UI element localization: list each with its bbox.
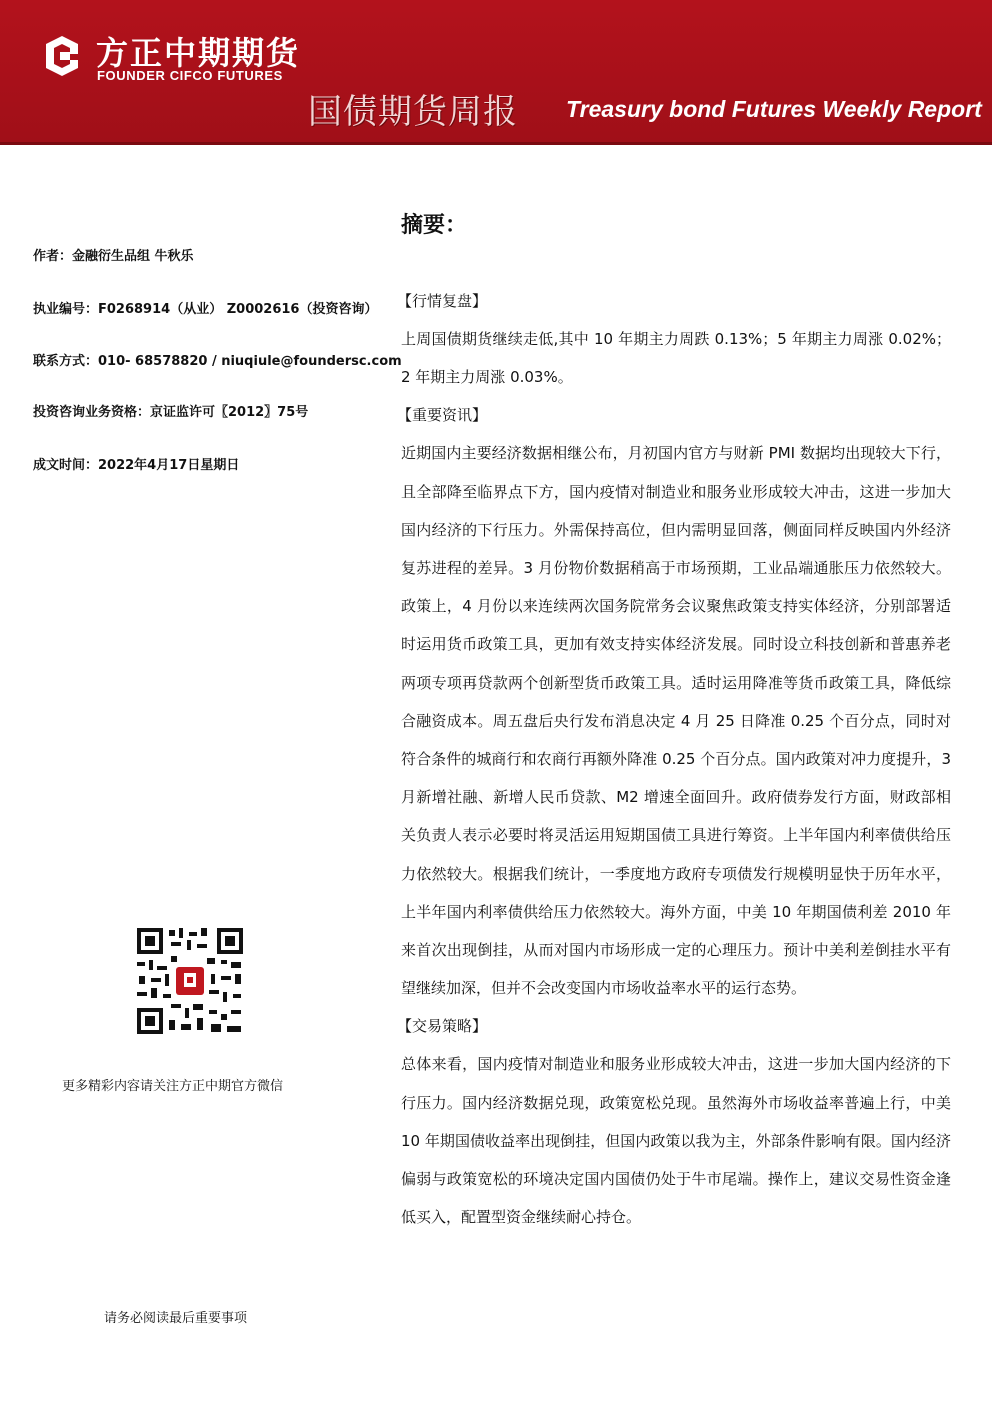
report-title-cn: 国债期货周报 xyxy=(308,92,518,132)
author-line: 作者：金融衍生品组 牛秋乐 xyxy=(33,249,194,264)
section-heading-market-review: 【行情复盘】 xyxy=(397,292,488,310)
qualification-line: 投资咨询业务资格：京证监许可〖2012〗75号 xyxy=(33,405,309,420)
abstract-title: 摘要： xyxy=(401,213,468,238)
section-heading-trading-strategy: 【交易策略】 xyxy=(397,1017,488,1036)
trading-strategy-text: 总体来看，国内疫情对制造业和服务业形成较大冲击，这进一步加大国内经济的下行压力。国内经济数据兑现，政策宽松兑现。虽然海外市场收益率普遍上行，中美 10 年期国债收益率出现倒挂，但国内政策以我为主，外部条件影响有限。国内经济偏弱与政策宽松的环境决定国内国债仍处于牛市尾端。操作上，建议交易性资金逢低买入，配置型资金继续耐心持仓。 xyxy=(401,1055,951,1227)
date-line: 成文时间：2022年4月17日星期日 xyxy=(33,458,240,473)
abstract-section xyxy=(397,210,951,1236)
qr-caption: 更多精彩内容请关注方正中期官方微信 xyxy=(62,1079,284,1094)
report-title-en: Treasury bond Futures Weekly Report xyxy=(566,96,982,122)
brand-name-en: FOUNDER CIFCO FUTURES xyxy=(97,68,283,83)
contact-line: 联系方式：010- 68578820 / niuqiule@foundersc.com xyxy=(33,354,402,369)
founder-logo-icon xyxy=(40,34,84,78)
qr-code-icon[interactable] xyxy=(135,926,245,1036)
footer-note: 请务必阅读最后重要事项 xyxy=(104,1311,248,1326)
section-heading-key-news: 【重要资讯】 xyxy=(397,406,488,425)
report-header xyxy=(0,0,992,145)
key-news-text: 近期国内主要经济数据相继公布，月初国内官方与财新 PMI 数据均出现较大下行，且全部降至临界点下方，国内疫情对制造业和服务业形成较大冲击，这进一步加大国内经济的下行压力。外需保持高位，但内需明显回落，侧面同样反映国内外经济复苏进程的差异。3 月份物价数据稍高于市场预期，工业品端通胀压力依然较大。政策上，4 月份以来连续两次国务院常务会议聚焦政策支持实体经济，分别部署适时运用货币政策工具，更加有效支持实体经济发展。同时设立科技创新和普惠养老两项专项再贷款两个创新型货币政策工具。适时运用降准等货币政策工具，降低综合融资成本。周五盘后央行发布消息决定 4 月 25 日降准 0.25 个百分点，同时对符合条件的城商行和农商行再额外降准 0.25 个百分点。国内政策对冲力度提升，3 月新增社融、新增人民币贷款、M2 增速全面回升。政府债券发行方面，财政部相关负责人表示必要时将灵活运用短期国债工具进行筹资。上半年国内利率债供给压力依然较大。根据我们统计，一季度地方政府专项债发行规模明显快于历年水平，上半年国内利率债供给压力依然较大。海外方面，中美 10 年期国债利差 2010 年来首次出现倒挂，从而对国内市场形成一定的心理压力。预计中美利差倒挂水平有望继续加深，但并不会改变国内市场收益率水平的运行态势。 xyxy=(401,444,951,998)
brand-name-cn: 方正中期期货 xyxy=(96,34,301,72)
license-line: 执业编号：F0268914（从业） Z0002616（投资咨询） xyxy=(33,302,378,317)
market-review-text: 上周国债期货继续走低,其中 10 年期主力周跌 0.13%；5 年期主力周涨 0.02%；2 年期主力周涨 0.03%。 xyxy=(401,330,951,387)
